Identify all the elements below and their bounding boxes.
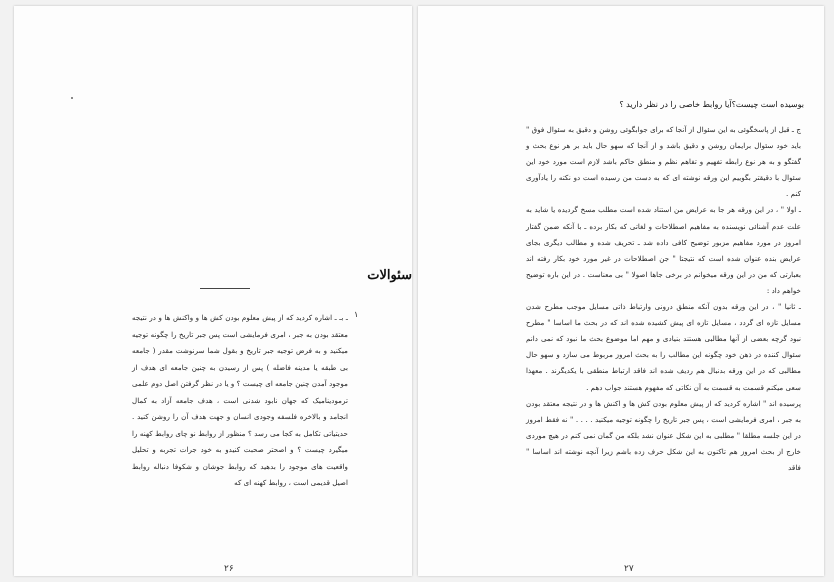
question-number: ۱ <box>354 310 359 319</box>
scan-speck <box>71 97 73 99</box>
page-number-right: ۲۷ <box>624 564 634 574</box>
answer-paragraph-3: ـ ثانیا " ، در این ورقه بدون آنکه منطق درونی وارتباط ذاتی مسایل موجب مطرح شدن مسایل تازه ای گردد ، مسایل تازه ای پیش کشیده شده اند که در بحث ما اساسا " مطرح نبود گرچه بعضی از آنها مطالبی هستند بنیادی و مهم اما موضوع بحث ما نبود که نمی دانم سئوال کننده در ذهن خود چگونه این مطالب را به بحث امروز مربوط می سازد و سهو حال مطالبی که در این ورقه بدنبال هم ردیف شده اند فاقد ارتباط منطقی با یکدیگرند . معهذا سعی میکنم قسمت به قسمت به آن نکاتی که مفهوم هستند جواب دهم . <box>526 302 801 392</box>
answer-paragraph-1: ج ـ قبل از پاسخگوئی به این سئوال از آنجا که برای جوابگوئی روشن و دقیق به سئوال فوق " باید خود سئوال برایمان روشن و دقیق باشد و از آنجا که سهو حال باید بر هر نوع بحث و گفتگو و به هر نوع رابطه تفهیم و تفاهم نظم و منطق حاکم باشد لازم است مورد خود این سئوال با دقیقتر بگوییم این ورقه نوشته ای که به دست من رسیده است دو نکته را یادآوری کنم . <box>526 125 801 199</box>
continued-question-line: بوسیده است چیست؟آیا روابط خاصی را در نظر دارید ؟ <box>619 100 804 109</box>
answer-paragraph-4: پرسیده اند " اشاره کردید که از پیش معلوم بودن کش ها و اکنش ها و در نتیجه معتقد بودن به جبر ، امری فرمایشی است ، پس جبر تاریخ را چگونه توجیه میکنید . . . . " نه فقط امروز در این جلسه مطلقا " مطلبی به این شکل عنوان نشد بلکه من گمان نمی کنم در هیچ موردی خارج از بحث امروز هم تاکنون به این شکل حرف زده باشم زیرا آنچه نوشته اند اساسا " فاقد <box>526 398 801 472</box>
left-page <box>14 6 412 576</box>
heading-underline <box>200 288 250 289</box>
answer-paragraph-2: ـ اولا " ، در این ورقه هر جا به عرایض من استناد شده است مطلب مسخ گردیده یا شاید به علت عدم آشنائی نویسنده به مفاهیم اصطلاحات و لغاتی که بکار برده ـ با آنکه ضمن گفتار امروز در مورد مفاهیم مزبور توضیح کافی داده شد ـ تحریف شده و مطالب دیگری بجای عرایض بنده عنوان شده است که نتیجتا " جن اصطلاحات در غیر مورد خود بکار رفته اند بعبارتی که من در این ورقه میخوانم در برخی جاها اصولا " بی معناست . در این باره توضیح خواهم داد : <box>526 205 801 295</box>
question-paragraph: ـ بـ ـ اشاره کردید که از پیش معلوم بودن کش ها و واکنش ها و در نتیجه معتقد بودن به جبر ، امری فرمایشی است پس جبر تاریخ را چگونه توجیه میکنید و به فرض توجیه جبر تاریخ و بقول شما سرنوشت مقدر ( جامعه بی طبقه یا مدینه فاضله ) پس از رسیدن به چنین جامعه ای هدف از موجود آمدن چنین جامعه ای چیست ؟ و یا در نظر گرفتن اصل دوم علمی ترمودینامیک که جهان نابود شدنی است ، هدف جامعه آزاد به کمال انجامد و بالاخره فلسفه وجودی انسان و جهت هدف آن را روشن کنید . حدیتیاتی تکامل به کجا می رسد ؟ منظور از روابط نو چای روابط کهنه را میگیرد چیست ؟ و اصحتر صحبت کنیدو به خود جرات تجربه و تحلیل واقعیت های موجود را بدهید که روابط جوشان و شکوفا دنباله روابط اصیل قدیمی است ، روابط کهنه ای که <box>132 313 348 487</box>
page-number-left: ۲۶ <box>224 564 234 574</box>
left-page-body <box>132 310 348 492</box>
section-heading: سئوالات <box>367 268 412 283</box>
right-page-body <box>526 122 801 476</box>
right-page <box>418 6 824 576</box>
